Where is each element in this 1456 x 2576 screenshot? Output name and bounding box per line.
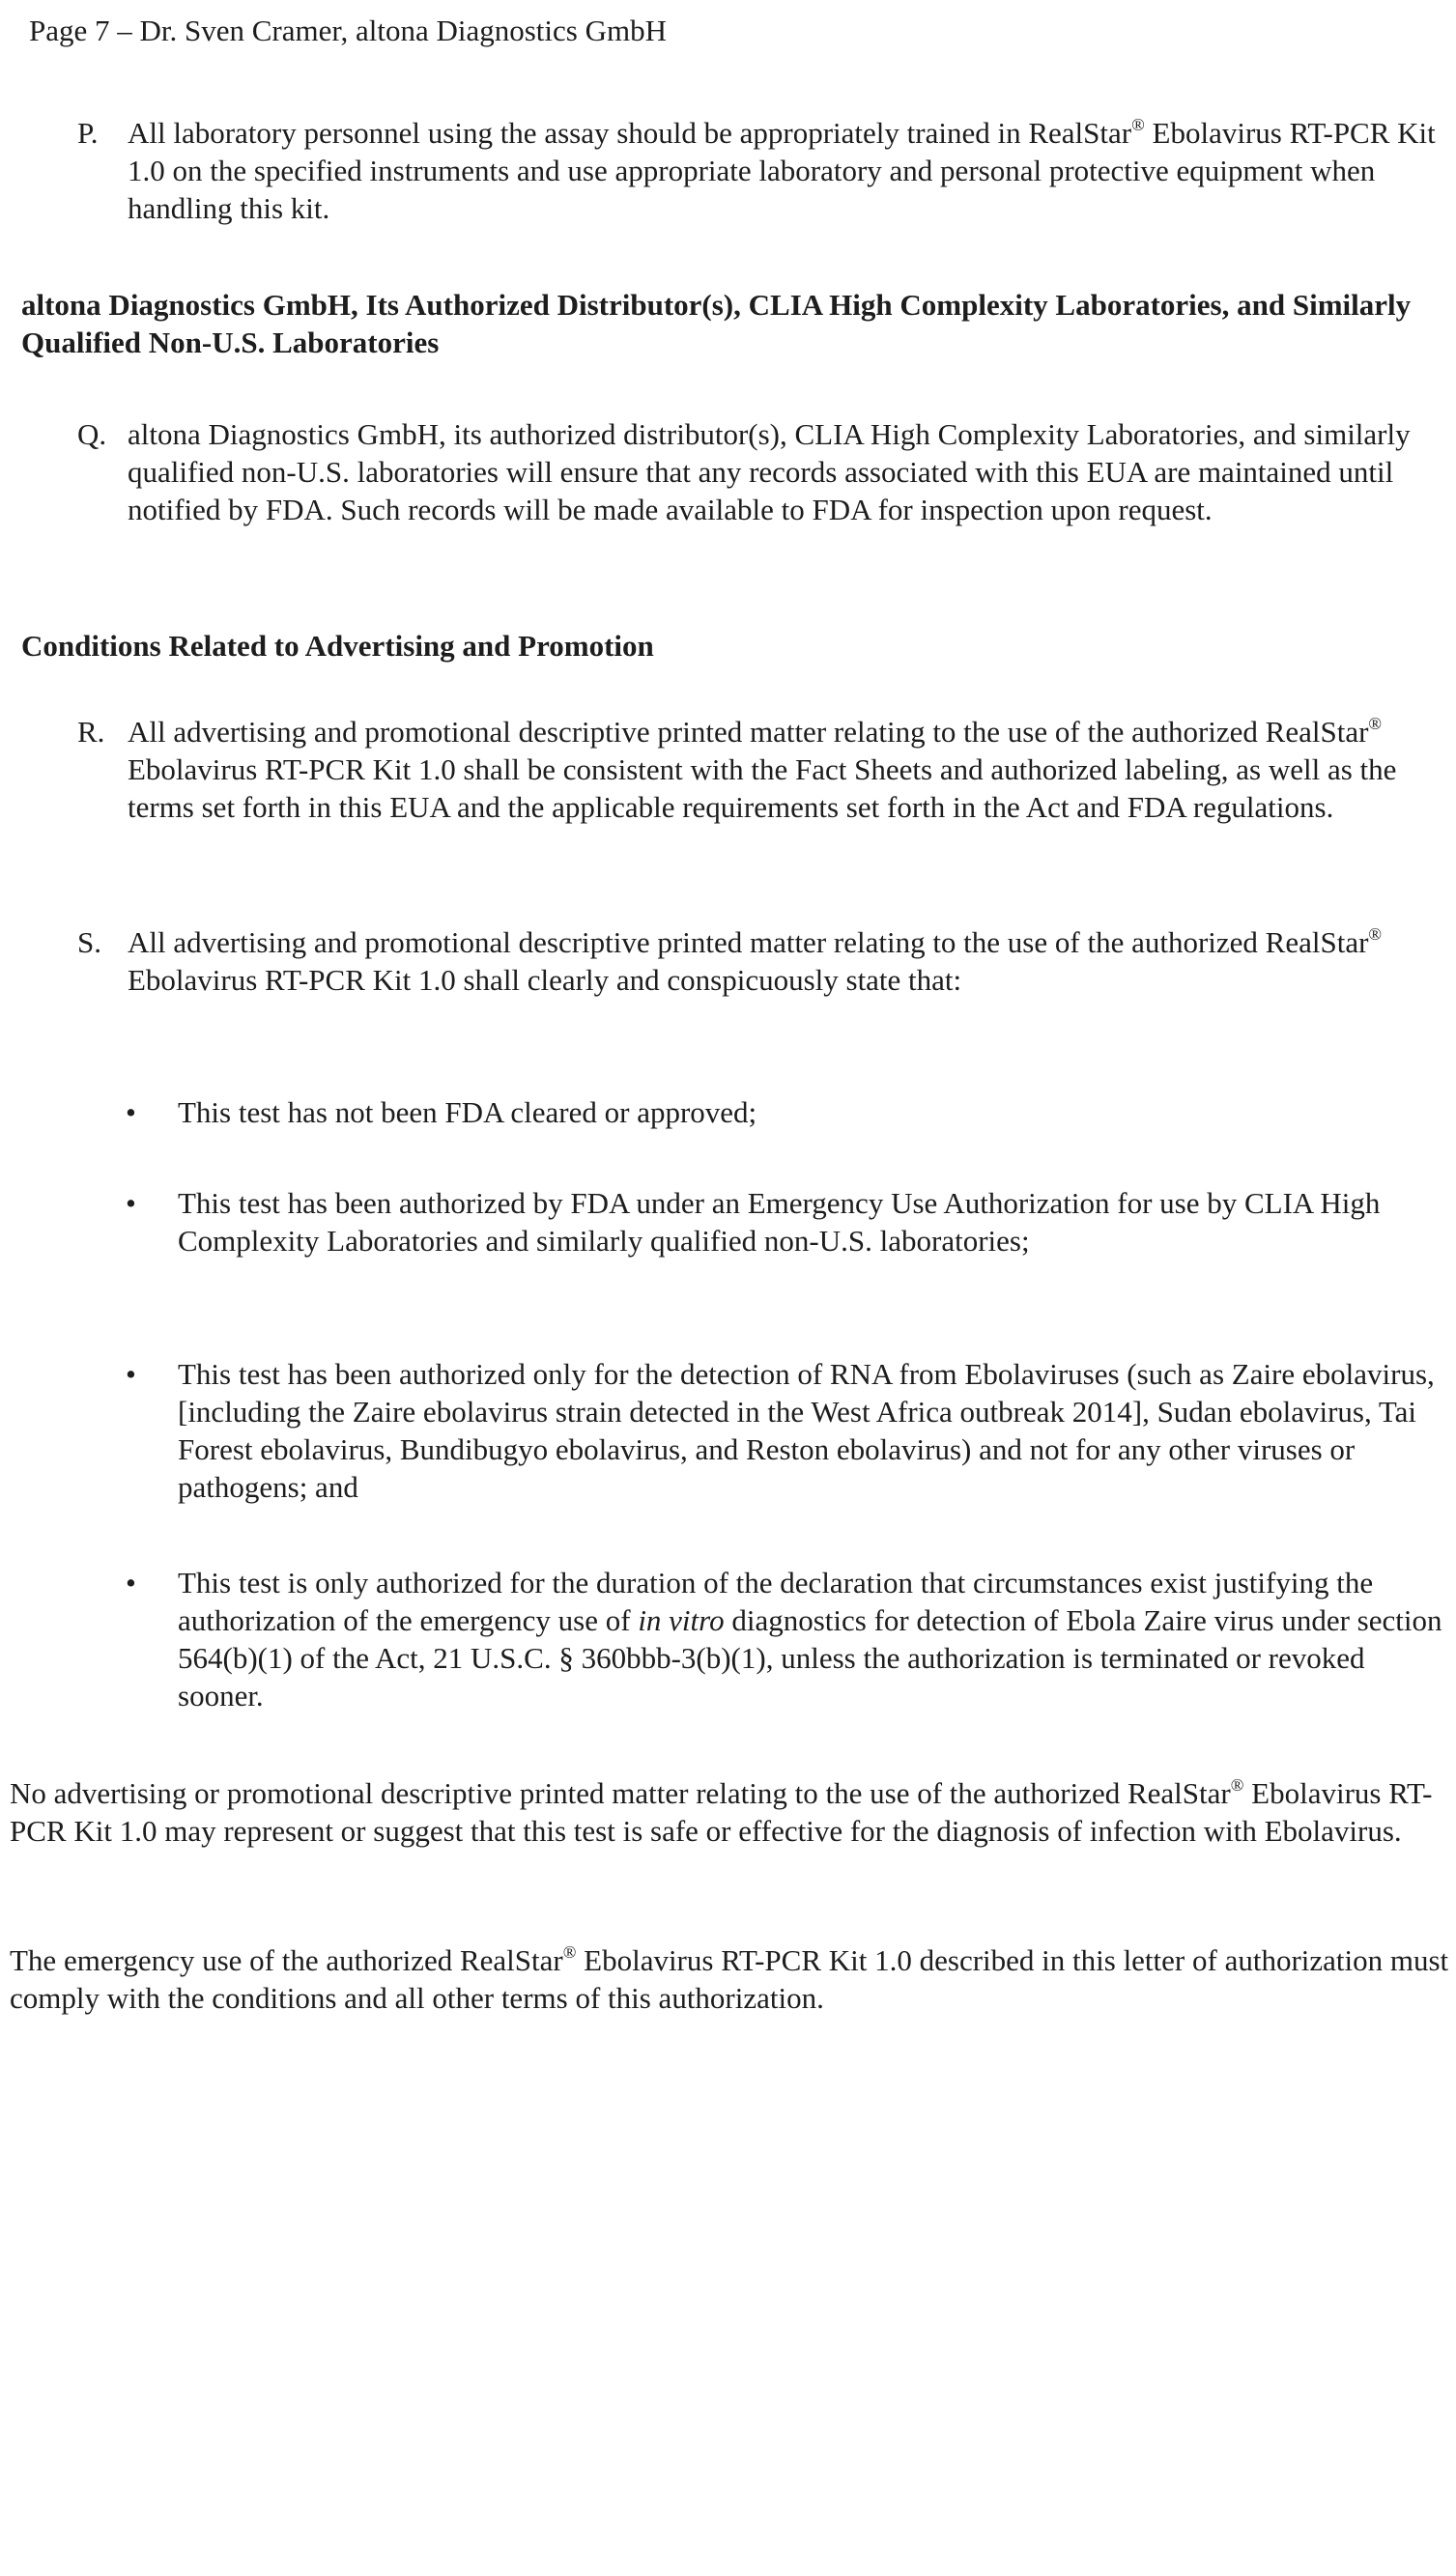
item-letter: S. [77, 925, 101, 959]
registered-mark: ® [1368, 924, 1383, 944]
section-heading-distributors: altona Diagnostics GmbH, Its Authorized Distributor(s), CLIA High Complexity Laboratories, and Similarly Qualified Non-U.S. Laboratories [21, 288, 1412, 359]
bullet-text: This test is only authorized for the duration of the declaration that circumstances exist justifying the authorization of the emergency use of in vitro diagnostics for detection of Ebola Zaire virus under section 564(b)(1) of the Act, 21 U.S.C. § 360bbb-3(b)(1), unless the authorization is terminated or revoked sooner. [178, 1566, 1442, 1713]
paragraph-emergency-use: The emergency use of the authorized RealStar® Ebolavirus RT-PCR Kit 1.0 described in this letter of authorization must comply with the conditions and all other terms of this authorization. [10, 1942, 1449, 2015]
registered-mark: ® [562, 1942, 577, 1962]
page-header: Page 7 – Dr. Sven Cramer, altona Diagnostics GmbH [29, 14, 667, 47]
item-letter: P. [77, 116, 99, 150]
bullet-item [126, 1093, 1444, 1131]
bullet-icon: • [126, 1095, 136, 1129]
registered-mark: ® [1131, 115, 1145, 134]
bullet-icon: • [126, 1186, 136, 1220]
condition-item-s [77, 923, 1440, 999]
registered-mark: ® [1368, 714, 1383, 733]
bullet-text: This test has been authorized only for the detection of RNA from Ebolaviruses (such as Zaire ebolavirus, [including the Zaire ebolavirus strain detected in the West Africa outbreak 2014], Sudan ebolavirus, Tai Forest ebolavirus, Bundibugyo ebolavirus, and Reston ebolavirus) and not for any other viruses or pathogens; and [178, 1357, 1435, 1504]
item-letter: R. [77, 715, 105, 749]
bullet-text: This test has been authorized by FDA under an Emergency Use Authorization for use by CLIA High Complexity Laboratories and similarly qualified non-U.S. laboratories; [178, 1186, 1381, 1258]
paragraph-advertising-restriction: No advertising or promotional descriptive printed matter relating to the use of the authorized RealStar® Ebolavirus RT-PCR Kit 1.0 may represent or suggest that this test is safe or effective for the diagnosis of infection with Ebolavirus. [10, 1775, 1433, 1848]
item-letter: Q. [77, 417, 107, 451]
bullet-item [126, 1355, 1444, 1506]
bullet-icon: • [126, 1566, 136, 1599]
bullet-icon: • [126, 1357, 136, 1391]
section-heading-advertising: Conditions Related to Advertising and Promotion [21, 629, 654, 663]
condition-item-r [77, 713, 1440, 826]
item-text: altona Diagnostics GmbH, its authorized distributor(s), CLIA High Complexity Laboratories, and similarly qualified non-U.S. laboratories will ensure that any records associated with this EUA are maintained until notified by FDA. Such records will be made available to FDA for inspection upon request. [128, 417, 1411, 526]
item-text: All laboratory personnel using the assay should be appropriately trained in RealStar® Ebolavirus RT-PCR Kit 1.0 on the specified instruments and use appropriate laboratory and personal protective equipment when handling this kit. [128, 115, 1436, 225]
bullet-text: This test has not been FDA cleared or approved; [178, 1095, 757, 1129]
bullet-item [126, 1564, 1444, 1714]
item-text: All advertising and promotional descriptive printed matter relating to the use of the authorized RealStar® Ebolavirus RT-PCR Kit 1.0 shall clearly and conspicuously state that: [128, 924, 1383, 997]
item-text: All advertising and promotional descriptive printed matter relating to the use of the authorized RealStar® Ebolavirus RT-PCR Kit 1.0 shall be consistent with the Fact Sheets and authorized labeling, as well as the terms set forth in this EUA and the applicable requirements set forth in the Act and FDA regulations. [128, 714, 1397, 824]
condition-item-p [77, 114, 1440, 227]
condition-item-q [77, 415, 1440, 528]
bullet-item [126, 1184, 1444, 1260]
registered-mark: ® [1230, 1775, 1244, 1795]
